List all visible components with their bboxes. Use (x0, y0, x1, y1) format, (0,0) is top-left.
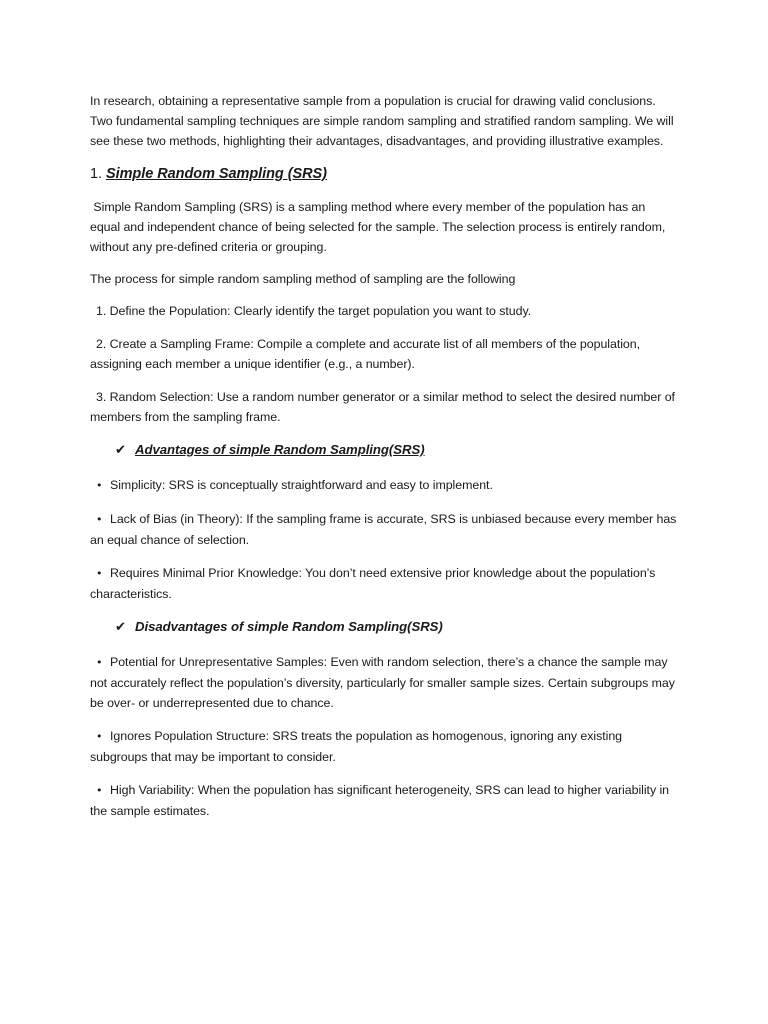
step-text: 3. Random Selection: Use a random number generator or a similar method to select the desired number of members from the sampling frame. (90, 390, 675, 424)
step-item (90, 387, 678, 427)
definition-text: Simple Random Sampling (SRS) is a sampling method where every member of the population has an equal and independent chance of being selected for the sample. The selection process is entirely random, without any pre-defined criteria or grouping. (90, 200, 666, 254)
check-icon: ✔ (115, 620, 126, 635)
list-item (90, 509, 678, 550)
bullet-icon: • (96, 730, 103, 743)
list-item-text: Requires Minimal Prior Knowledge: You don’t need extensive prior knowledge about the population’s characteristics. (90, 566, 656, 601)
advantages-heading (115, 440, 678, 461)
intro-paragraph: In research, obtaining a representative sample from a population is crucial for drawing valid conclusions. Two fundamental sampling techniques are simple random sampling and stratified random sampling. We will see these two methods, highlighting their advantages, disadvantages, and providing illustrative examples. (90, 94, 674, 148)
bullet-icon: • (96, 513, 103, 526)
list-item (90, 652, 678, 713)
disadvantages-heading (115, 617, 678, 638)
definition-paragraph (90, 197, 678, 257)
list-item-text: High Variability: When the population has significant heterogeneity, SRS can lead to higher variability in the sample estimates. (90, 783, 670, 818)
step-text: 1. Define the Population: Clearly identify the target population you want to study. (96, 304, 532, 318)
advantages-title: Advantages of simple Random Sampling(SRS) (135, 442, 425, 457)
bullet-icon: • (96, 784, 103, 797)
list-item (90, 726, 678, 767)
section-title: Simple Random Sampling (SRS) (105, 166, 327, 182)
list-item-text: Simplicity: SRS is conceptually straightforward and easy to implement. (110, 478, 493, 492)
list-item-text: Ignores Population Structure: SRS treats the population as homogenous, ignoring any existing subgroups that may be important to consider. (90, 729, 622, 764)
step-text: 2. Create a Sampling Frame: Compile a complete and accurate list of all members of the population, assigning each member a unique identifier (e.g., a number). (90, 337, 641, 371)
list-item (90, 563, 678, 604)
list-item-text: Potential for Unrepresentative Samples: Even with random selection, there’s a chance the sample may not accurately reflect the population’s diversity, particularly for smaller sample sizes. Certain subgroups may be over- or underrepresented due to chance. (90, 655, 675, 710)
step-item (90, 334, 678, 374)
list-item (90, 780, 678, 821)
process-intro: The process for simple random sampling method of sampling are the following (90, 272, 516, 286)
disadvantages-title: Disadvantages of simple Random Sampling(SRS) (135, 619, 443, 634)
bullet-icon: • (96, 479, 103, 492)
section-heading (90, 163, 678, 185)
bullet-icon: • (96, 567, 103, 580)
list-item-text: Lack of Bias (in Theory): If the sampling frame is accurate, SRS is unbiased because every member has an equal chance of selection. (90, 512, 677, 547)
bullet-icon: • (96, 656, 103, 669)
list-item (90, 475, 678, 496)
section-number: 1. (90, 166, 102, 182)
check-icon: ✔ (115, 443, 126, 458)
step-item (90, 301, 678, 321)
